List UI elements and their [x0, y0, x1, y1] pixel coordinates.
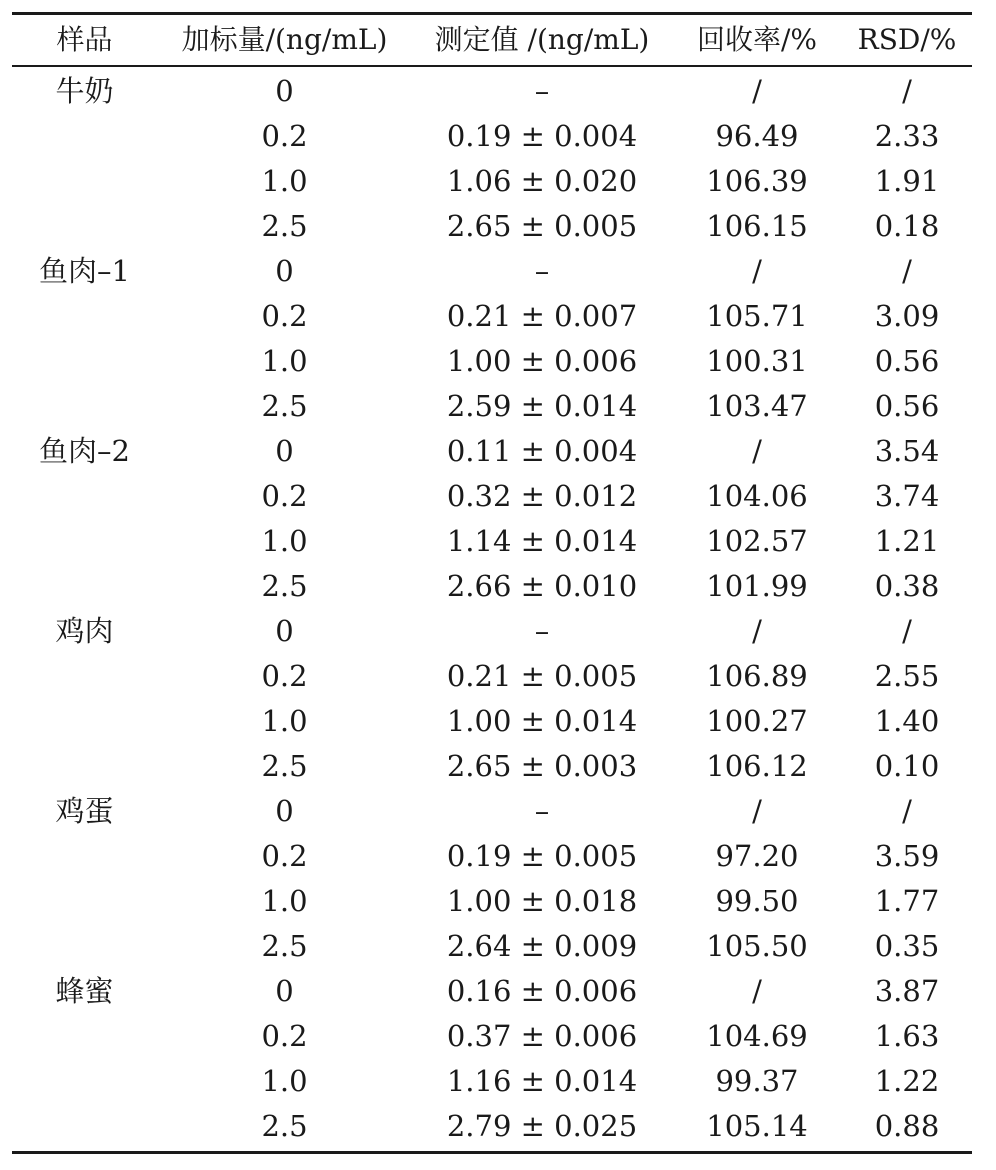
table-row — [12, 609, 972, 654]
cell-rsd: 2.33 — [874, 119, 940, 153]
cell-measured: 0.32 ± 0.012 — [446, 479, 638, 513]
cell-rsd: 1.63 — [874, 1019, 940, 1053]
cell-spike: 0 — [275, 74, 294, 108]
cell-rsd: / — [902, 74, 912, 108]
cell-rsd: 1.22 — [874, 1064, 940, 1098]
cell-rsd: / — [902, 254, 912, 288]
cell-recovery: 104.06 — [706, 479, 808, 513]
cell-recovery: / — [752, 74, 762, 108]
header-sample: 样品 — [56, 23, 113, 56]
cell-rsd: 1.21 — [874, 524, 940, 558]
cell-recovery: 97.20 — [715, 839, 799, 873]
cell-rsd: / — [902, 794, 912, 828]
cell-measured: 2.59 ± 0.014 — [446, 389, 638, 423]
table-row — [12, 294, 972, 339]
cell-sample: 蜂蜜 — [55, 974, 114, 1008]
cell-sample — [12, 159, 157, 204]
cell-measured: 0.19 ± 0.005 — [446, 839, 638, 873]
cell-measured: 0.16 ± 0.006 — [446, 974, 638, 1008]
cell-recovery: 105.14 — [706, 1109, 808, 1143]
cell-recovery: 104.69 — [706, 1019, 808, 1053]
cell-spike: 2.5 — [261, 389, 308, 423]
table-row — [12, 564, 972, 609]
table-row — [12, 1014, 972, 1059]
header-recovery: 回收率/% — [696, 23, 818, 56]
table-row — [12, 474, 972, 519]
cell-sample: 鸡蛋 — [55, 794, 114, 828]
cell-sample — [12, 879, 157, 924]
cell-sample: 鱼肉–2 — [39, 434, 130, 468]
table-row — [12, 924, 972, 969]
cell-measured: 1.00 ± 0.006 — [446, 344, 638, 378]
recovery-table — [12, 12, 972, 1154]
cell-spike: 0.2 — [261, 839, 308, 873]
cell-spike: 0 — [275, 614, 294, 648]
cell-sample — [12, 834, 157, 879]
data-table-body — [12, 67, 972, 1151]
cell-spike: 0 — [275, 974, 294, 1008]
table-row — [12, 384, 972, 429]
cell-spike: 1.0 — [261, 884, 308, 918]
cell-recovery: 102.57 — [706, 524, 808, 558]
data-table — [12, 15, 972, 65]
cell-recovery: / — [752, 794, 762, 828]
cell-rsd: 3.09 — [874, 299, 940, 333]
cell-measured: 2.64 ± 0.009 — [446, 929, 638, 963]
cell-sample — [12, 294, 157, 339]
cell-spike: 1.0 — [261, 164, 308, 198]
table-row — [12, 969, 972, 1014]
cell-recovery: 105.50 — [706, 929, 808, 963]
cell-recovery: 99.37 — [715, 1064, 799, 1098]
cell-rsd: 0.10 — [874, 749, 940, 783]
cell-sample — [12, 1059, 157, 1104]
cell-rsd: 3.54 — [874, 434, 940, 468]
cell-spike: 2.5 — [261, 749, 308, 783]
cell-sample — [12, 699, 157, 744]
cell-sample: 鱼肉–1 — [39, 254, 130, 288]
cell-rsd: 2.55 — [874, 659, 940, 693]
cell-rsd: 3.87 — [874, 974, 940, 1008]
cell-measured: 1.16 ± 0.014 — [446, 1064, 638, 1098]
cell-sample — [12, 1104, 157, 1151]
cell-rsd: 3.59 — [874, 839, 940, 873]
table-row — [12, 339, 972, 384]
cell-recovery: / — [752, 254, 762, 288]
cell-spike: 2.5 — [261, 209, 308, 243]
cell-spike: 0 — [275, 254, 294, 288]
cell-spike: 0 — [275, 794, 294, 828]
cell-measured: 2.65 ± 0.003 — [446, 749, 638, 783]
cell-spike: 1.0 — [261, 1064, 308, 1098]
cell-measured: 0.37 ± 0.006 — [446, 1019, 638, 1053]
cell-measured: – — [534, 794, 550, 828]
table-row — [12, 879, 972, 924]
cell-spike: 0.2 — [261, 119, 308, 153]
cell-recovery: 103.47 — [706, 389, 808, 423]
table-row — [12, 1104, 972, 1151]
cell-rsd: 0.38 — [874, 569, 940, 603]
cell-sample — [12, 519, 157, 564]
cell-rsd: 0.88 — [874, 1109, 940, 1143]
cell-rsd: 0.56 — [874, 344, 940, 378]
cell-measured: 2.65 ± 0.005 — [446, 209, 638, 243]
cell-recovery: / — [752, 434, 762, 468]
cell-measured: 2.66 ± 0.010 — [446, 569, 638, 603]
cell-rsd: 1.40 — [874, 704, 940, 738]
cell-measured: 1.00 ± 0.018 — [446, 884, 638, 918]
table-row — [12, 429, 972, 474]
cell-measured: 0.11 ± 0.004 — [446, 434, 638, 468]
cell-spike: 0 — [275, 434, 294, 468]
header-spike: 加标量/(ng/mL) — [181, 23, 388, 56]
cell-recovery: 101.99 — [706, 569, 808, 603]
cell-measured: – — [534, 254, 550, 288]
cell-spike: 1.0 — [261, 704, 308, 738]
table-row — [12, 67, 972, 114]
cell-measured: 0.21 ± 0.005 — [446, 659, 638, 693]
cell-measured: 1.00 ± 0.014 — [446, 704, 638, 738]
cell-recovery: 106.12 — [706, 749, 808, 783]
cell-spike: 1.0 — [261, 344, 308, 378]
cell-recovery: / — [752, 974, 762, 1008]
table-row — [12, 789, 972, 834]
header-rsd: RSD/% — [857, 23, 957, 56]
cell-measured: 1.14 ± 0.014 — [446, 524, 638, 558]
table-row — [12, 834, 972, 879]
cell-spike: 2.5 — [261, 929, 308, 963]
table-row — [12, 519, 972, 564]
cell-recovery: 100.27 — [706, 704, 808, 738]
table-row — [12, 744, 972, 789]
cell-measured: 1.06 ± 0.020 — [446, 164, 638, 198]
cell-measured: 2.79 ± 0.025 — [446, 1109, 638, 1143]
cell-rsd: 3.74 — [874, 479, 940, 513]
cell-sample — [12, 384, 157, 429]
table-row — [12, 159, 972, 204]
cell-sample — [12, 654, 157, 699]
cell-sample — [12, 1014, 157, 1059]
cell-spike: 1.0 — [261, 524, 308, 558]
cell-sample — [12, 114, 157, 159]
cell-recovery: / — [752, 614, 762, 648]
table-row — [12, 1059, 972, 1104]
cell-spike: 0.2 — [261, 299, 308, 333]
cell-spike: 0.2 — [261, 1019, 308, 1053]
table-bottom-rule — [12, 1151, 972, 1154]
cell-measured: 0.19 ± 0.004 — [446, 119, 638, 153]
cell-rsd: 1.91 — [874, 164, 940, 198]
cell-rsd: / — [902, 614, 912, 648]
table-row — [12, 114, 972, 159]
cell-recovery: 96.49 — [715, 119, 799, 153]
cell-measured: – — [534, 614, 550, 648]
cell-sample — [12, 474, 157, 519]
cell-sample: 鸡肉 — [55, 614, 114, 648]
cell-sample — [12, 924, 157, 969]
cell-recovery: 106.89 — [706, 659, 808, 693]
cell-measured: – — [534, 74, 550, 108]
cell-rsd: 0.35 — [874, 929, 940, 963]
cell-sample: 牛奶 — [55, 74, 114, 108]
table-row — [12, 654, 972, 699]
cell-rsd: 0.18 — [874, 209, 940, 243]
cell-measured: 0.21 ± 0.007 — [446, 299, 638, 333]
cell-spike: 0.2 — [261, 659, 308, 693]
cell-recovery: 100.31 — [706, 344, 808, 378]
header-row — [12, 15, 972, 65]
cell-recovery: 106.15 — [706, 209, 808, 243]
cell-recovery: 106.39 — [706, 164, 808, 198]
cell-rsd: 0.56 — [874, 389, 940, 423]
cell-sample — [12, 339, 157, 384]
cell-rsd: 1.77 — [874, 884, 940, 918]
cell-recovery: 99.50 — [715, 884, 799, 918]
cell-recovery: 105.71 — [706, 299, 808, 333]
cell-spike: 2.5 — [261, 569, 308, 603]
table-row — [12, 204, 972, 249]
cell-spike: 2.5 — [261, 1109, 308, 1143]
header-measured: 测定值 /(ng/mL) — [434, 23, 650, 56]
cell-sample — [12, 564, 157, 609]
table-row — [12, 249, 972, 294]
table-row — [12, 699, 972, 744]
cell-sample — [12, 744, 157, 789]
cell-spike: 0.2 — [261, 479, 308, 513]
cell-sample — [12, 204, 157, 249]
